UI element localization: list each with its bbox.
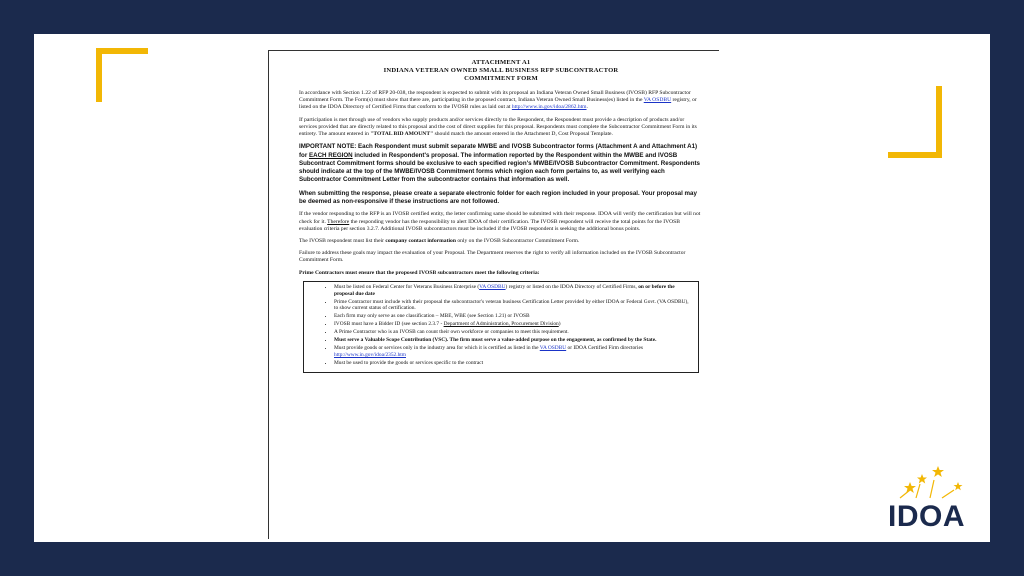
va-osdbu-link[interactable]: VA OSDBU xyxy=(479,283,506,290)
title-line: ATTACHMENT A1 xyxy=(471,59,531,66)
procurement-division: Department of Administration, Procurement Division xyxy=(443,321,559,328)
idoa-rules-link[interactable]: http://www.in.gov/idoa/2862.htm xyxy=(511,104,587,111)
total-bid-amount: "TOTAL BID AMOUNT" xyxy=(370,131,434,138)
text: If participation is met through use of vendors who supply products and/or services directly to the Respondent, the Respondent must provide a description of products and/or services provided that are directly related to this proposal and the cost of direct supplies for this proposal. Respondents must complete the Subcontractor Commitment Form in its entirety. The amount entered in xyxy=(299,116,697,138)
certified-entity-paragraph xyxy=(299,211,703,233)
text: the responding vendor has the responsibility to alert IDOA of their certification. The IVOSB respondent will receive the total points for the IVOSB evaluation criteria per section 3.2.7. Additional IVOSB subcontractors must be included if the IVOSB respondent is seeking the additional bonus points. xyxy=(299,218,681,232)
text: or IDOA Certified Firm directories xyxy=(566,345,643,352)
criteria-box xyxy=(303,281,699,373)
text: IVOSB must have a Bidder ID (see section 2.3.7 - xyxy=(334,321,444,328)
submitting-note: When submitting the response, please create a separate electronic folder for each region included in your proposal. Your proposal may be deemed as non-responsive if these instructions are not followed. xyxy=(299,189,697,205)
slide xyxy=(34,34,990,542)
text: ) registry or listed on the IDOA Directory of Certified Firms, xyxy=(505,283,639,290)
participation-paragraph xyxy=(299,117,703,139)
text: only on the IVOSB Subcontractor Commitment Form. xyxy=(455,237,580,244)
title-line: INDIANA VETERAN OWNED SMALL BUSINESS RFP SUBCONTRACTOR xyxy=(383,67,619,74)
document-page xyxy=(268,50,719,539)
corner-accent-top-left-vertical xyxy=(96,48,102,102)
text: . xyxy=(586,104,588,111)
criteria-item: • Must be used to provide the goods or services specific to the contract xyxy=(334,360,692,367)
corner-accent-top-left xyxy=(96,48,148,54)
failure-paragraph: Failure to address these goals may impact the evaluation of your Proposal. The Department reserves the right to verify all information included on the IVOSB Subcontractor Commitment Form. xyxy=(299,250,686,264)
important-note xyxy=(299,143,703,184)
criteria-list xyxy=(316,284,692,367)
criteria-heading: Prime Contractors must ensure that the proposed IVOSB subcontractors meet the following criteria: xyxy=(299,269,540,276)
text: should match the amount entered in the Attachment D, Cost Proposal Template. xyxy=(433,131,613,138)
contact-info-paragraph xyxy=(299,238,703,245)
criteria-item xyxy=(334,345,692,359)
company-contact-information: company contact information xyxy=(385,237,456,244)
criteria-item: • Each firm may only serve as one classification – MBE, WBE (see Section 1.21) or IVOSB xyxy=(334,313,692,320)
corner-accent-right-vertical xyxy=(936,86,942,158)
intro-paragraph xyxy=(299,90,703,112)
va-osdbu-link[interactable]: VA OSDBU xyxy=(539,345,567,352)
due-date-emphasis: on or before the proposal due date xyxy=(334,283,675,297)
criteria-item: • Must serve a Valuable Scope Contribution (VSC). The firm must serve a value-added purpose on the engagement, as confirmed by the State. xyxy=(334,337,692,344)
therefore: Therefore xyxy=(327,218,350,225)
criteria-item: • A Prime Contractor who is an IVOSB can count their own workforce or companies to meet this requirement. xyxy=(334,329,692,336)
text: Must be listed on Federal Center for Veterans Business Enterprise ( xyxy=(334,283,480,290)
title-line: COMMITMENT FORM xyxy=(464,75,538,82)
text: registry, or listed on the IDOA Directory of Certified Firms that conform to the IVOSB rules as laid out at xyxy=(299,97,697,111)
attachment-title xyxy=(299,59,703,83)
text: ) xyxy=(558,321,561,328)
text: The IVOSB respondent must list their xyxy=(299,237,386,244)
criteria-item xyxy=(334,321,692,328)
text: Must provide goods or services only in the industry area for which it is certified as listed in the xyxy=(334,345,540,352)
each-region: EACH REGION xyxy=(308,151,353,159)
idoa-directory-link[interactable]: http://www.in.gov/idoa/2352.htm xyxy=(334,352,406,359)
text: In accordance with Section 1.22 of RFP 20-038, the respondent is expected to submit with its proposal an Indiana Veteran Owned Small Business (IVOSB) RFP Subcontractor Commitment Form. The Form(s) must show that there are, participating in the proposed contract, Indiana Veteran Owned Small Business(es) listed in the xyxy=(299,90,691,104)
text: If the vendor responding to the RFP is an IVOSB certified entity, the letter confirming same should be submitted with their response. IDOA will verify the certification but will not check for it. xyxy=(299,211,701,225)
criteria-item xyxy=(334,284,692,298)
text: included in Respondent's proposal. The information reported by the Respondent within the MWBE and IVOSB Subcontract Commitment forms should be exclusive to each specified region's MWBE/IVOSB Subcontractor Commitment. Respondents should indicate at the top of the MWBE/IVOSB Commitment forms which region each form pertains to, as well verifying each Subcontractor Commitment Letter from the subcontractor contains that information as well. xyxy=(299,151,700,184)
criteria-item: • Prime Contractor must include with their proposal the subcontractor's veteran business Certification Letter provided by either IDOA or Federal Govt. (VA OSDBU), to show current status of certification. xyxy=(334,299,692,313)
va-osdbu-link[interactable]: VA OSDBU xyxy=(643,97,672,104)
corner-accent-right xyxy=(888,152,942,158)
idoa-logo-text: IDOA xyxy=(888,500,965,533)
text: IMPORTANT NOTE: Each Respondent must submit separate MWBE and IVOSB Subcontractor forms (Attachment A and Attachment A1) for xyxy=(299,143,698,159)
